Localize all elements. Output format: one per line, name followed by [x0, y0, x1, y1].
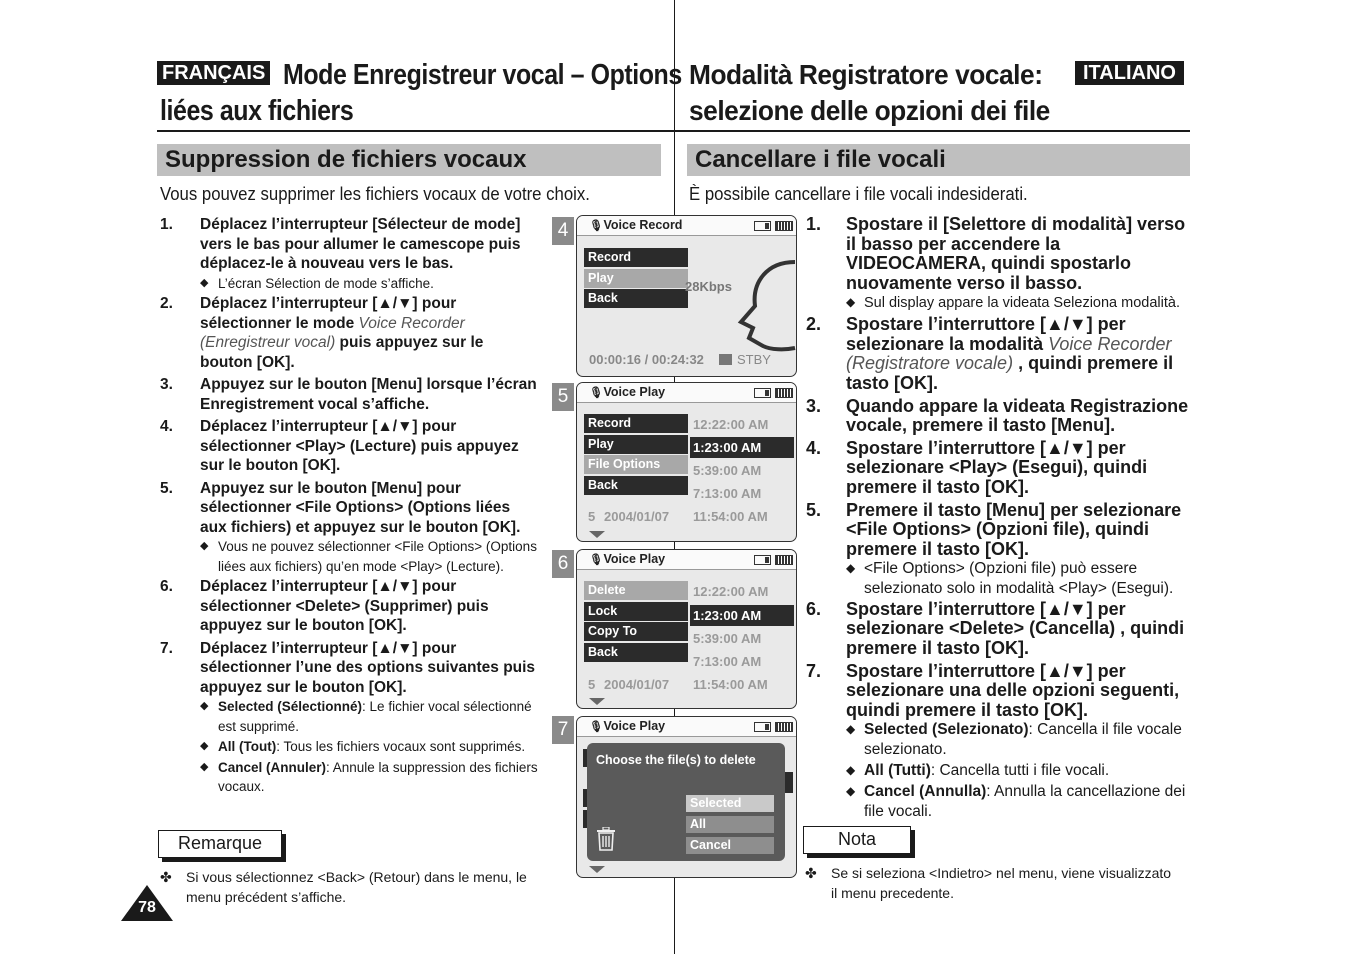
menu-item-record[interactable]: Record	[584, 414, 688, 433]
intro-fr: Vous pouvez supprimer les fichiers vocaux de votre choix.	[160, 184, 590, 204]
file-time: 7:13:00 AM	[693, 654, 762, 669]
diamond-bullet-icon: ◆	[846, 783, 856, 798]
screen-number-7: 7	[552, 716, 574, 744]
microphone-icon: 🎙	[589, 721, 603, 733]
microphone-icon: 🎙	[589, 220, 603, 232]
file-row-number: 5	[588, 677, 596, 692]
screen-file-options	[576, 549, 797, 709]
note-label-fr: Remarque	[158, 830, 282, 858]
scroll-down-icon[interactable]	[589, 698, 605, 705]
file-time: 11:54:00 AM	[693, 677, 768, 692]
menu-item-copy-to[interactable]: Copy To	[584, 622, 688, 641]
memory-card-icon	[754, 722, 771, 732]
bullet-fr-7b: ◆ All (Tout): Tous les fichiers vocaux sont supprimés.	[160, 737, 540, 757]
battery-icon	[775, 221, 793, 231]
screen-title: 🎙 Voice Record	[589, 218, 683, 232]
menu-item-back[interactable]: Back	[584, 643, 688, 662]
page-title-fr-line1: Mode Enregistreur vocal – Options	[283, 59, 682, 91]
page-title-it-line2: selezione delle opzioni dei file	[689, 95, 1050, 126]
file-time: 12:22:00 AM	[693, 584, 769, 599]
page-title-fr-line2: liées aux fichiers	[160, 95, 354, 127]
microphone-icon: 🎙	[589, 387, 603, 399]
battery-icon	[775, 555, 793, 565]
page-title-it-line1: Modalità Registratore vocale:	[689, 59, 1043, 90]
file-row-date: 2004/01/07	[604, 509, 670, 524]
step-fr-6: 6. Déplacez l’interrupteur [▲/▼] pour sélectionner <Delete> (Supprimer) puis appuyez sur le bouton [OK].	[160, 578, 489, 634]
screen-header	[577, 216, 796, 236]
file-row-number: 5	[588, 509, 596, 524]
step-it-3: 3. Quando appare la videata Registrazione vocale, premere il tasto [Menu].	[806, 395, 1189, 436]
step-it-2: 2. Spostare l’interruttore [▲/▼] per selezionare la modalità Voice Recorder (Registratore vocale) , quindi premere il tasto [OK].	[806, 314, 1174, 393]
bullet-it-5: ◆ <File Options> (Opzioni file) può essere selezionato solo in modalità <Play> (Esegui).	[846, 560, 1174, 598]
bullet-fr-7a: ◆ Selected (Sélectionné): Le fichier vocal sélectionné est supprimé.	[200, 699, 532, 734]
step-it-6: 6. Spostare l’interruttore [▲/▼] per selezionare <Delete> (Cancella) , quindi premere il tasto [OK].	[806, 598, 1185, 659]
diamond-bullet-icon: ◆	[200, 740, 209, 752]
step-fr-1: 1. Déplacez l’interrupteur [Sélecteur de mode] vers le bas pour allumer le camescope puis déplacez-le à nouveau vers le bas.	[160, 216, 521, 272]
diamond-bullet-icon: ◆	[200, 276, 209, 289]
option-cancel[interactable]: Cancel	[686, 837, 774, 854]
screen-voice-record	[576, 215, 797, 377]
header-rule-it	[675, 130, 1190, 132]
menu-item-file-options[interactable]: File Options	[584, 455, 688, 474]
file-time: 11:54:00 AM	[693, 509, 768, 524]
section-bar-it	[687, 144, 1190, 176]
screen-title: 🎙 Voice Play	[589, 552, 666, 566]
menu-item-play[interactable]: Play	[584, 269, 688, 288]
screen-voice-play-menu	[576, 382, 797, 542]
screen-header	[577, 717, 796, 737]
memory-card-icon	[754, 388, 771, 398]
bullet-it-1: ◆ Sul display appare la videata Seleziona modalità.	[846, 295, 1180, 312]
battery-icon	[775, 388, 793, 398]
note-text-it: ✤ Se si seleziona <Indietro> nel menu, viene visualizzato il menu precedente.	[805, 865, 1172, 901]
file-time: 5:39:00 AM	[693, 463, 762, 478]
bullet-it-7a: ◆ Selected (Selezionato): Cancella il file vocale selezionato.	[846, 721, 1182, 759]
bullet-it-7b: ◆ All (Tutti): Cancella tutti i file vocali.	[846, 762, 1110, 780]
battery-icon	[775, 722, 793, 732]
diamond-bullet-icon: ◆	[846, 722, 856, 737]
scroll-down-icon[interactable]	[589, 531, 605, 538]
note-label-it: Nota	[803, 826, 911, 854]
screen-delete-dialog	[576, 716, 797, 878]
diamond-bullet-icon: ◆	[846, 561, 856, 576]
menu-list	[584, 414, 688, 496]
header-rule-fr	[157, 130, 674, 132]
file-time: 7:13:00 AM	[693, 486, 762, 501]
scroll-down-icon[interactable]	[589, 866, 605, 873]
step-fr-3: 3. Appuyez sur le bouton [Menu] lorsque l’écran Enregistrement vocal s’affiche.	[160, 376, 537, 413]
dialog-title: Choose the file(s) to delete	[596, 753, 756, 767]
diamond-bullet-icon: ◆	[846, 295, 856, 310]
screen-title: 🎙 Voice Play	[589, 385, 666, 399]
voice-head-illustration	[727, 254, 797, 354]
step-fr-2: 2. Déplacez l’interrupteur [▲/▼] pour sélectionner le mode Voice Recorder (Enregistreur vocal) puis appuyez sur le bouton [OK].	[160, 295, 484, 371]
file-row-date: 2004/01/07	[604, 677, 670, 692]
steps-it	[806, 215, 1198, 822]
intro-it: È possibile cancellare i file vocali indesiderati.	[689, 184, 1028, 204]
screen-header	[577, 550, 796, 570]
standby-square-icon	[719, 354, 732, 365]
option-all[interactable]: All	[686, 816, 774, 833]
steps-fr	[160, 215, 540, 798]
menu-item-play[interactable]: Play	[584, 435, 688, 454]
step-fr-4: 4. Déplacez l’interrupteur [▲/▼] pour sélectionner <Play> (Lecture) puis appuyez sur le bouton [OK].	[160, 418, 519, 474]
step-fr-7: 7. Déplacez l’interrupteur [▲/▼] pour sélectionner l’une des options suivantes puis appuyez sur le bouton [OK].	[160, 639, 536, 696]
screen-header	[577, 383, 796, 403]
section-title-it: Cancellare i file vocali	[695, 146, 946, 173]
file-time-selected[interactable]: 1:23:00 AM	[690, 437, 794, 458]
file-time: 5:39:00 AM	[693, 631, 762, 646]
step-it-1: 1. Spostare il [Selettore di modalità] verso il basso per accendere la VIDEOCAMERA, quindi spostarlo nuovamente verso il basso.	[806, 214, 1186, 293]
step-it-5: 5. Premere il tasto [Menu] per selezionare <File Options> (Opzioni file), quindi premere il tasto [OK].	[806, 499, 1182, 559]
step-it-4: 4. Spostare l’interruttore [▲/▼] per selezionare <Play> (Esegui), quindi premere il tasto [OK].	[806, 437, 1148, 497]
screen-number-6: 6	[552, 550, 574, 578]
cross-bullet-icon: ✤	[160, 869, 172, 885]
diamond-bullet-icon: ◆	[200, 760, 209, 773]
menu-item-back[interactable]: Back	[584, 289, 688, 308]
cross-bullet-icon: ✤	[805, 865, 817, 881]
screen-title: 🎙 Voice Play	[589, 719, 666, 733]
diamond-bullet-icon: ◆	[846, 763, 856, 778]
menu-item-record[interactable]: Record	[584, 248, 688, 267]
trash-icon	[596, 827, 616, 851]
step-it-7: 7. Spostare l’interruttore [▲/▼] per selezionare una delle opzioni seguenti, quindi premere il tasto [OK].	[806, 660, 1180, 720]
page-number: 78	[138, 899, 156, 916]
file-time: 12:22:00 AM	[693, 417, 769, 432]
note-text-fr: ✤ Si vous sélectionnez <Back> (Retour) dans le menu, le menu précédent s’affiche.	[160, 869, 527, 905]
bullet-it-7c: ◆ Cancel (Annulla): Annulla la cancellazione dei file vocali.	[846, 782, 1186, 820]
menu-item-delete[interactable]: Delete	[584, 581, 688, 600]
screen-number-4: 4	[552, 217, 574, 245]
option-selected[interactable]: Selected	[686, 795, 774, 812]
file-time-selected[interactable]: 1:23:00 AM	[690, 605, 794, 626]
screen-number-5: 5	[552, 383, 574, 411]
menu-item-back[interactable]: Back	[584, 476, 688, 495]
bullet-fr-1: ◆ L’écran Sélection de mode s’affiche.	[160, 274, 540, 294]
bullet-fr-5: ◆ Vous ne pouvez sélectionner <File Options> (Options liées aux fichiers) qu’en mode <Play> (Lecture).	[200, 539, 537, 574]
menu-list	[584, 248, 688, 310]
section-bar-fr	[157, 144, 661, 176]
language-badge-italiano: ITALIANO	[1075, 61, 1184, 85]
diamond-bullet-icon: ◆	[200, 700, 209, 712]
diamond-bullet-icon: ◆	[200, 540, 209, 552]
bullet-fr-7c: ◆ Cancel (Annuler): Annule la suppression des fichiers vocaux.	[200, 759, 538, 794]
language-badge-francais: FRANÇAIS	[157, 61, 270, 85]
menu-list	[584, 581, 688, 663]
section-title-fr: Suppression de fichiers vocaux	[165, 146, 527, 173]
microphone-icon: 🎙	[589, 554, 603, 566]
bitrate-label: 28Kbps	[685, 279, 732, 294]
memory-card-icon	[754, 555, 771, 565]
delete-dialog	[587, 743, 785, 861]
time-counter: 00:00:16 / 00:24:32	[589, 352, 704, 367]
memory-card-icon	[754, 221, 771, 231]
step-fr-5: 5. Appuyez sur le bouton [Menu] pour sélectionner <File Options> (Options liées aux fichiers) et appuyez sur le bouton [OK].	[160, 479, 521, 536]
status-stby: STBY	[737, 352, 771, 367]
menu-item-lock[interactable]: Lock	[584, 602, 688, 621]
